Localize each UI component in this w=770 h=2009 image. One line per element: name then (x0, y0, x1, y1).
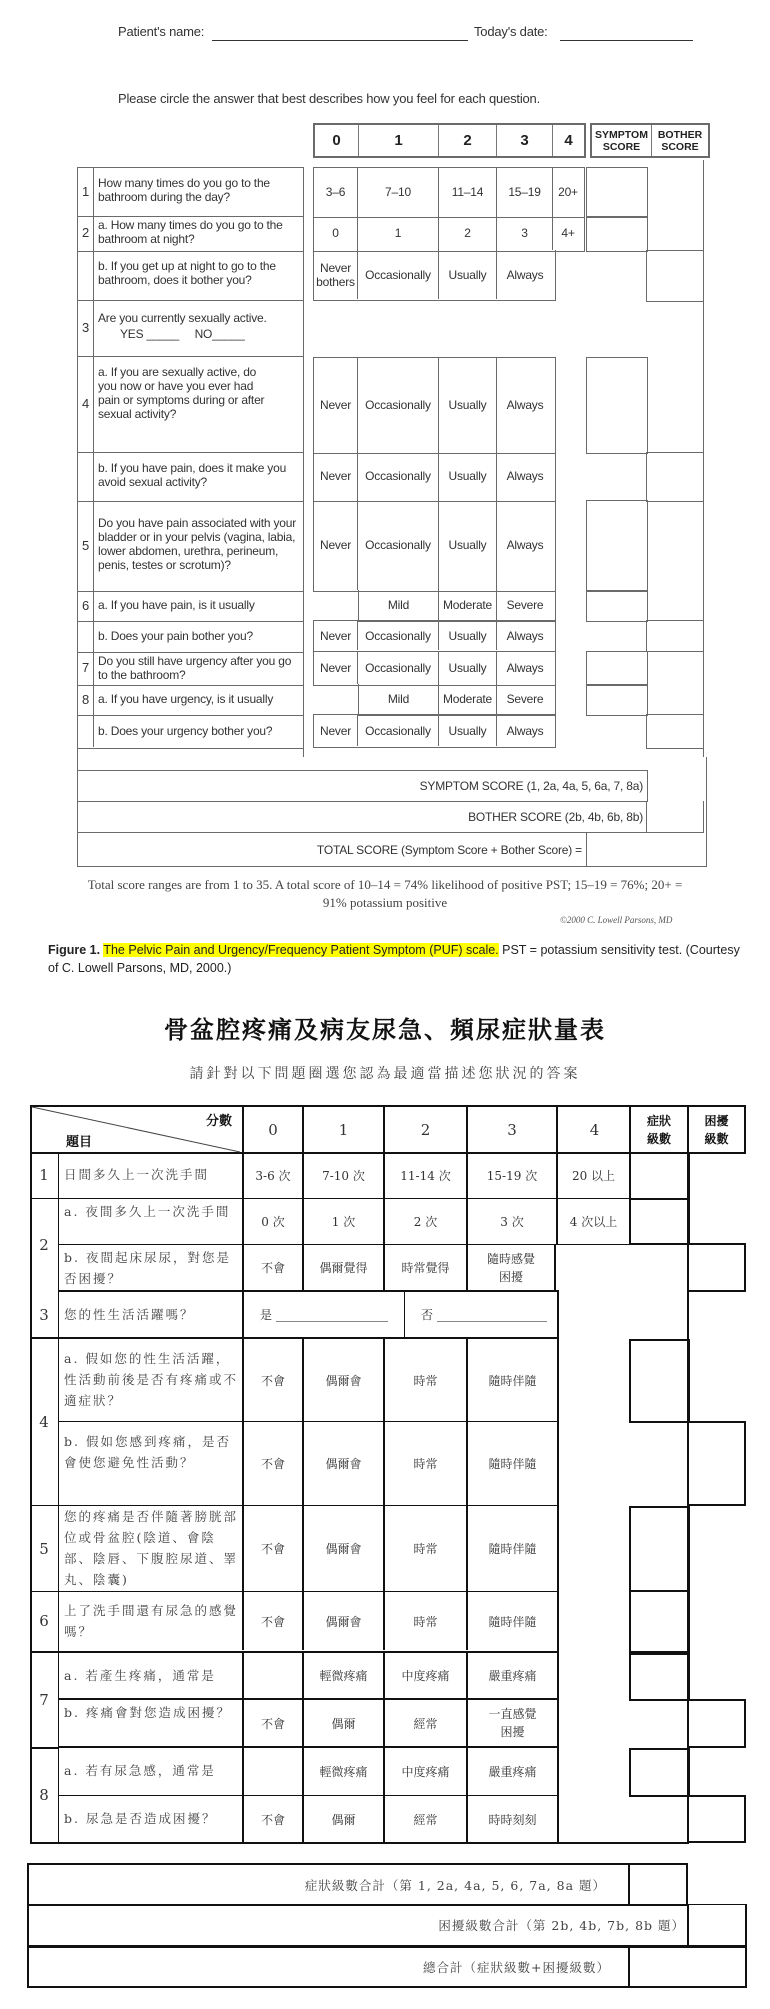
answer-option[interactable]: 11–14 (439, 168, 497, 216)
symptom-score-box-5[interactable] (586, 500, 648, 592)
patient-name-label: Patient's name: (118, 24, 205, 39)
zh-symptom-box-7a[interactable] (629, 1653, 690, 1701)
question-number: 2 (39, 1236, 49, 1254)
answer-option[interactable]: 3-6 次 (242, 1152, 302, 1198)
answer-option[interactable]: 15–19 (497, 168, 553, 216)
no-option[interactable] (405, 1292, 557, 1337)
answer-option[interactable]: 隨時伴隨 (466, 1506, 557, 1591)
yes-blank[interactable] (276, 1321, 388, 1322)
zh-bother-box-8b[interactable] (687, 1795, 746, 1843)
zh-row-7b (58, 1700, 559, 1748)
answer-option[interactable]: Mild (358, 590, 439, 620)
answer-option[interactable]: 偶爾覺得 (302, 1245, 383, 1290)
answer-option[interactable]: 隨時感覺困擾 (466, 1245, 556, 1290)
answer-option[interactable]: 偶爾會 (302, 1592, 383, 1650)
answer-row-6a (358, 590, 556, 622)
answer-option[interactable]: Usually (439, 715, 497, 746)
score-header-2: 2 (439, 125, 497, 156)
figure-caption-rest: PST = potassium sensitivity test. (Courtesy of C. Lowell Parsons, MD, 2000.) (48, 943, 740, 975)
answer-option[interactable]: 不會 (242, 1506, 302, 1591)
answer-row-8b (313, 714, 556, 748)
zh-header-corner (30, 1105, 242, 1154)
answer-option[interactable]: 偶爾 (302, 1796, 383, 1842)
answer-option[interactable]: 隨時伴隨 (466, 1422, 557, 1505)
score-header-4: 4 (564, 132, 573, 149)
question-number: 5 (78, 500, 94, 590)
bother-score-box-2b[interactable] (646, 250, 704, 302)
answer-option[interactable]: 不會 (242, 1592, 302, 1650)
zh-symptom-total-box[interactable] (628, 1863, 688, 1906)
copyright-notice: ©2000 C. Lowell Parsons, MD (560, 915, 673, 925)
answer-option[interactable]: Severe (506, 692, 544, 706)
answer-option[interactable]: 隨時伴隨 (466, 1339, 557, 1421)
corner-question-label: 題目 (66, 1135, 93, 1150)
answer-option[interactable]: 11-14 次 (383, 1152, 466, 1198)
symptom-score-box-6a[interactable] (586, 590, 648, 622)
zh-bother-box-2b[interactable] (687, 1243, 746, 1292)
yes-option[interactable] (242, 1292, 405, 1337)
answer-option[interactable]: 不會 (242, 1422, 302, 1505)
answer-option[interactable]: Severe (506, 598, 544, 612)
bother-total-label: BOTHER SCORE (2b, 4b, 6b, 8b) (468, 809, 643, 824)
answer-option[interactable]: Always (506, 628, 544, 643)
answer-option[interactable]: 嚴重疼痛 (466, 1653, 557, 1698)
question-number: 7 (78, 651, 94, 684)
answer-option[interactable]: Occasionally (358, 621, 439, 650)
zh-bother-total-box[interactable] (687, 1904, 747, 1947)
figure-label: Figure 1. (48, 943, 101, 957)
zh-bother-box-7b[interactable] (687, 1699, 746, 1748)
answer-option[interactable]: 偶爾會 (302, 1339, 383, 1421)
question-row-7 (77, 651, 304, 686)
bother-score-box-6b[interactable] (646, 620, 704, 652)
answer-option[interactable]: Occasionally (358, 250, 439, 299)
question-text: a. If you have pain, is it usually (98, 598, 255, 612)
zh-row-3 (30, 1292, 559, 1339)
question-text: b. 尿急是否造成困擾？ (64, 1811, 217, 1826)
yes-no-blanks[interactable]: YES _____ NO_____ (120, 327, 245, 341)
answer-option[interactable]: 2 次 (383, 1199, 466, 1244)
no-label: 否 (421, 1308, 434, 1322)
zh-bother-total-label: 困擾級數合計（第 2b, 4b, 7b, 8b 題） (438, 1918, 685, 1933)
zh-score-header-3: 3 (466, 1105, 556, 1154)
symptom-total-label: SYMPTOM SCORE (1, 2a, 4a, 5, 6a, 7, 8a) (419, 779, 643, 793)
bother-score-box-4b[interactable] (646, 452, 704, 502)
answer-option[interactable]: Never (314, 621, 358, 650)
answer-row-1 (313, 167, 585, 218)
question-text: a. 假如您的性生活活躍，性活動前後是否有疼痛或不適症狀？ (64, 1351, 239, 1408)
zh-row-1 (30, 1152, 631, 1199)
answer-option[interactable]: 1 次 (302, 1199, 383, 1244)
zh-symptom-box-6[interactable] (629, 1590, 690, 1653)
answer-option[interactable]: Usually (439, 621, 497, 650)
answer-option[interactable]: 經常 (383, 1700, 466, 1746)
zh-symptom-total-label: 症狀級數合計（第 1, 2a, 4a, 5, 6, 7a, 8a 題） (304, 1877, 606, 1893)
zh-bother-box-4b[interactable] (687, 1421, 746, 1506)
zh-symptom-box-5[interactable] (629, 1506, 690, 1592)
bother-score-box-8b[interactable] (646, 714, 704, 749)
answer-option[interactable]: 20+ (558, 185, 578, 199)
question-row-3 (77, 299, 304, 357)
answer-option[interactable]: Occasionally (358, 500, 439, 590)
question-text: 您的性生活活躍嗎？ (64, 1307, 195, 1322)
zh-symptom-total-row (27, 1863, 688, 1906)
bother-total-row (77, 801, 704, 833)
question-number: 3 (78, 299, 94, 355)
question-row-2a (77, 215, 304, 252)
zh-score-header-2: 2 (383, 1105, 466, 1154)
question-row-4b (77, 451, 304, 502)
answer-option[interactable]: Always (506, 661, 544, 675)
patient-name-field[interactable] (212, 40, 468, 41)
answer-option[interactable]: Occasionally (358, 715, 439, 746)
answer-option[interactable]: Occasionally (358, 452, 439, 500)
answer-option[interactable]: Usually (439, 358, 497, 452)
yes-label: 是 (260, 1308, 273, 1322)
question-row-6a (77, 590, 304, 622)
zh-grand-total-box[interactable] (628, 1946, 747, 1988)
question-number: 8 (39, 1786, 49, 1804)
answer-option[interactable]: 時常 (383, 1422, 466, 1505)
question-number-cell (78, 250, 94, 299)
answer-option[interactable]: 輕微疼痛 (302, 1653, 383, 1698)
answer-option[interactable]: 0 (314, 216, 358, 250)
zh-bottom-border (30, 1842, 688, 1844)
answer-option[interactable]: 3 次 (466, 1199, 556, 1244)
answer-option[interactable]: 輕微疼痛 (302, 1748, 383, 1795)
answer-option[interactable]: Never bothers (314, 250, 358, 299)
answer-option[interactable]: 0 次 (242, 1199, 302, 1244)
answer-option[interactable]: Mild (358, 684, 439, 714)
symptom-score-box-4a[interactable] (586, 357, 648, 454)
answer-option[interactable]: 偶爾會 (302, 1506, 383, 1591)
question-text: b. 夜間起床尿尿，對您是否困擾？ (64, 1250, 231, 1286)
answer-option[interactable]: Occasionally (358, 652, 439, 684)
zh-row-2b (58, 1245, 559, 1292)
question-text: Are you currently sexually active. (98, 311, 267, 325)
symptom-score-box-2a[interactable] (586, 216, 648, 252)
answer-option[interactable]: 不會 (242, 1339, 302, 1421)
figure-caption (48, 941, 748, 977)
answer-row-6b (313, 620, 556, 652)
answer-option[interactable]: 7–10 (358, 168, 439, 216)
zh-row-6 (30, 1592, 559, 1653)
answer-option[interactable]: 3–6 (314, 168, 358, 216)
answer-option[interactable]: 15-19 次 (466, 1152, 556, 1198)
question-number: 1 (78, 168, 94, 215)
answer-option[interactable]: Occasionally (358, 358, 439, 452)
question-text: b. Does your pain bother you? (98, 629, 253, 643)
answer-option[interactable]: 20 以上 (556, 1152, 629, 1198)
zh-bother-header: 困擾級數 (687, 1105, 746, 1154)
instruction-text: Please circle the answer that best describes how you feel for each question. (118, 91, 540, 106)
question-number: 2 (78, 215, 94, 250)
todays-date-field[interactable] (560, 40, 693, 41)
answer-option[interactable]: 偶爾 (302, 1700, 383, 1746)
answer-option[interactable]: 4 次以上 (556, 1199, 629, 1244)
question-text: a. How many times do you go to the bathroom at night? (98, 218, 283, 246)
answer-row-4a (313, 357, 556, 454)
zh-score-header-1: 1 (302, 1105, 383, 1154)
answer-option[interactable]: Usually (439, 250, 497, 299)
zh-row-7a (58, 1653, 559, 1700)
chinese-form-title: 骨盆腔疼痛及病友尿急、頻尿症狀量表 (164, 1015, 606, 1044)
zh-grand-total-label: 總合計（症狀級數+困擾級數） (423, 1960, 610, 1975)
answer-option[interactable]: Moderate (439, 590, 497, 620)
corner-score-label: 分數 (205, 1114, 232, 1129)
question-row-4a (77, 355, 304, 453)
total-score-box[interactable] (586, 832, 707, 867)
answer-option[interactable]: 偶爾會 (302, 1422, 383, 1505)
total-score-row (77, 832, 587, 867)
score-header-1: 1 (359, 125, 439, 156)
figure-title-highlight: The Pelvic Pain and Urgency/Frequency Patient Symptom (PUF) scale. (103, 943, 499, 957)
question-number: 4 (39, 1413, 49, 1431)
answer-option[interactable]: 4+ (561, 226, 575, 240)
answer-option[interactable]: 一直感覺困擾 (466, 1700, 557, 1746)
answer-option[interactable]: Never (314, 358, 358, 452)
answer-row-4b (313, 452, 556, 502)
answer-option[interactable]: 不會 (242, 1700, 302, 1746)
score-footnote: Total score ranges are from 1 to 35. A total score of 10–14 = 74% likelihood of positive PST; 15–19 = 76%; 20+ = 91% potassium positive (87, 877, 683, 910)
answer-option-empty (242, 1653, 302, 1698)
question-number: 6 (78, 590, 94, 620)
answer-option[interactable]: Always (506, 538, 544, 552)
answer-option[interactable]: Always (506, 398, 544, 412)
zh-row-4b (58, 1422, 559, 1506)
answer-row-7 (313, 651, 556, 686)
total-score-label: TOTAL SCORE (Symptom Score + Bother Score) = (316, 842, 582, 857)
zh-symptom-box-4a[interactable] (629, 1339, 690, 1423)
answer-option[interactable]: Usually (439, 500, 497, 590)
answer-option[interactable]: 不會 (242, 1245, 302, 1290)
question-row-8a (77, 684, 304, 716)
question-number-cell (78, 451, 94, 500)
answer-option[interactable]: Moderate (439, 684, 497, 714)
symptom-total-box[interactable] (586, 770, 648, 802)
answer-row-2a (313, 216, 585, 252)
no-blank[interactable] (437, 1321, 547, 1322)
symptom-score-box-7[interactable] (586, 651, 648, 686)
zh-row-8a (58, 1748, 559, 1796)
zh-row-4a (58, 1339, 559, 1422)
zh-row-8b (58, 1796, 559, 1842)
question-text: a. If you have urgency, is it usually (98, 692, 274, 706)
question-text: 上了洗手間還有尿急的感覺嗎？ (64, 1603, 239, 1639)
question-text: b. 假如您感到疼痛，是否會使您避免性活動？ (64, 1434, 231, 1470)
answer-option[interactable]: 經常 (383, 1796, 466, 1842)
question-number: 7 (39, 1691, 49, 1709)
question-row-8b (77, 714, 304, 749)
answer-option[interactable]: Usually (439, 452, 497, 500)
question-row-5 (77, 500, 304, 592)
answer-option[interactable]: Always (506, 469, 544, 483)
question-text: 您的疼痛是否伴隨著膀胱部位或骨盆腔(陰道、會陰部、陰唇、下腹腔尿道、睪丸、陰囊) (64, 1509, 239, 1587)
answer-option[interactable]: 中度疼痛 (383, 1748, 466, 1795)
zh-symptom-box-8a[interactable] (629, 1748, 690, 1797)
zh-row-5 (30, 1506, 559, 1592)
todays-date-label: Today's date: (474, 24, 548, 39)
answer-option[interactable]: 嚴重疼痛 (466, 1748, 557, 1795)
zh-symptom-box-1[interactable] (629, 1152, 690, 1200)
question-text: a. 若產生疼痛，通常是 (64, 1668, 216, 1683)
answer-option-empty (242, 1748, 302, 1795)
question-row-1 (77, 167, 304, 217)
question-number: 8 (78, 684, 94, 714)
answer-option[interactable]: 時時刻刻 (466, 1796, 557, 1842)
question-number: 6 (39, 1612, 49, 1630)
zh-symptom-header: 症狀級數 (629, 1105, 689, 1154)
zh-symptom-box-2a[interactable] (629, 1198, 690, 1245)
question-number-cell (78, 714, 94, 747)
answer-option[interactable]: Never (314, 652, 358, 684)
question-text: b. If you have pain, does it make you avoid sexual activity? (98, 461, 287, 489)
question-row-6b (77, 620, 304, 653)
score-header-0: 0 (315, 125, 359, 156)
answer-option[interactable]: 時常覺得 (383, 1245, 466, 1290)
score-header-3: 3 (497, 125, 553, 156)
question-text: Do you still have urgency after you go to the bathroom? (98, 654, 292, 682)
symptom-score-header: SYMPTOM SCORE (592, 125, 652, 156)
question-text: b. If you get up at night to go to the bathroom, does it bother you? (98, 259, 276, 287)
zh-row-2a (58, 1199, 631, 1245)
question-number: 5 (39, 1539, 49, 1558)
question-number-cell (78, 620, 94, 651)
answer-option[interactable]: 不會 (242, 1796, 302, 1842)
answer-option[interactable]: 時常 (383, 1506, 466, 1591)
answer-option[interactable]: 2 (439, 216, 497, 250)
bother-total-box[interactable] (646, 801, 704, 833)
answer-option[interactable]: 時常 (383, 1592, 466, 1650)
answer-option[interactable]: 7-10 次 (302, 1152, 383, 1198)
symptom-total-row (77, 770, 648, 802)
question-text: Do you have pain associated with your bladder or in your pelvis (vagina, labia, lower abdomen, urethra, perineum, penis, testes or scrotum)? (98, 516, 297, 572)
zh-score-header-4: 4 (556, 1105, 631, 1154)
answer-option[interactable]: 隨時伴隨 (466, 1592, 557, 1650)
zh-bother-total-row (27, 1904, 747, 1947)
answer-row-5 (313, 500, 556, 592)
question-text: a. If you are sexually active, do you now or have you ever had pain or symptoms during or after sexual activity? (98, 365, 265, 421)
answer-option[interactable]: Always (506, 267, 544, 282)
answer-option[interactable]: 1 (358, 216, 439, 250)
zh-score-header-0: 0 (242, 1105, 302, 1154)
symptom-score-box-1[interactable] (586, 167, 648, 218)
answer-option[interactable]: Always (506, 723, 544, 738)
row-divider (30, 1747, 58, 1749)
question-text: b. 疼痛會對您造成困擾？ (64, 1705, 231, 1720)
answer-option[interactable]: Never (314, 500, 358, 590)
chinese-instruction: 請針對以下問題圈選您認為最適當描述您狀況的答案 (189, 1066, 581, 1082)
answer-option[interactable]: 3 (497, 216, 553, 250)
question-text: b. Does your urgency bother you? (98, 724, 273, 738)
question-text: 日間多久上一次洗手間 (64, 1167, 210, 1182)
answer-row-8a (358, 684, 556, 716)
question-number: 3 (39, 1305, 49, 1324)
answer-option[interactable]: Never (314, 715, 358, 746)
answer-option[interactable]: 時常 (383, 1339, 466, 1421)
answer-option[interactable]: Usually (439, 652, 497, 684)
question-text: a. 夜間多久上一次洗手間 (64, 1204, 231, 1219)
answer-row-2b (313, 250, 556, 301)
bother-score-header: BOTHER SCORE (657, 128, 703, 153)
question-text: How many times do you go to the bathroom during the day? (98, 176, 270, 204)
answer-option[interactable]: 中度疼痛 (383, 1653, 466, 1698)
question-text: a. 若有尿急感，通常是 (64, 1763, 216, 1778)
question-number: 1 (39, 1166, 49, 1184)
answer-option[interactable]: Never (314, 452, 358, 500)
question-row-2b (77, 250, 304, 301)
question-number: 4 (78, 355, 94, 451)
symptom-score-box-8a[interactable] (586, 684, 648, 716)
